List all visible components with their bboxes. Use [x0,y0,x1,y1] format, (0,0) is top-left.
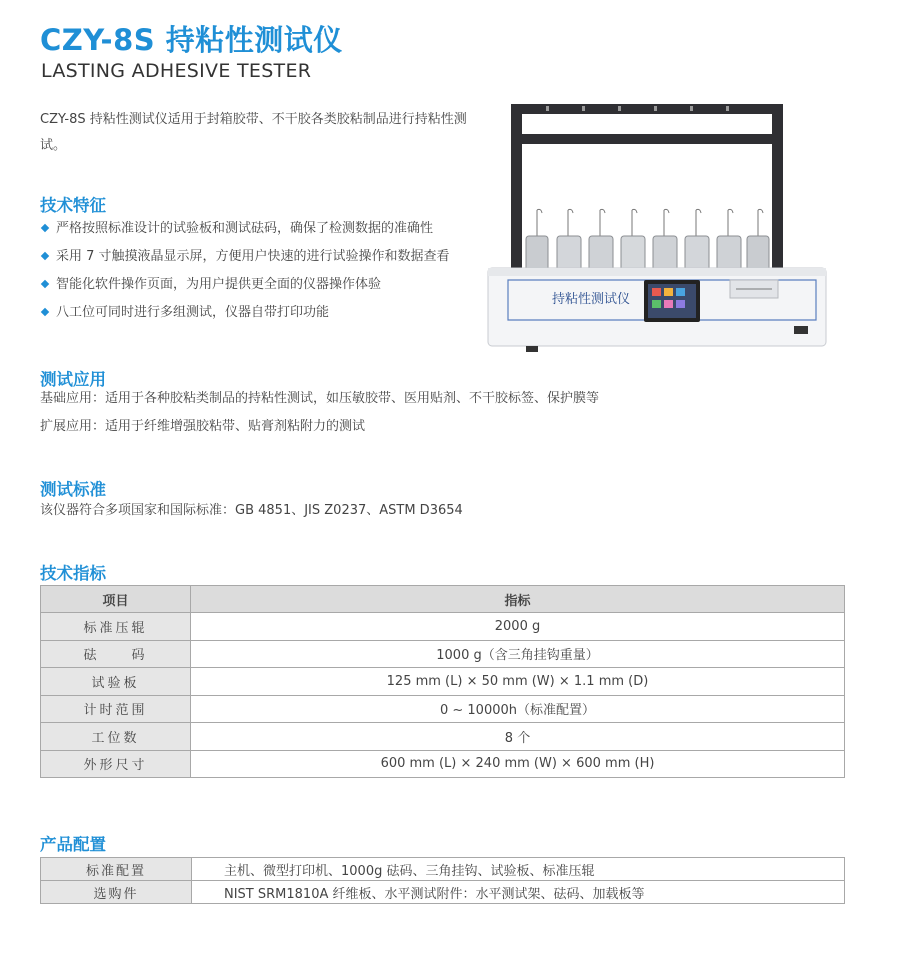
specs-table [40,585,845,778]
features-list [40,215,500,327]
table-row: 标准压辊 2000 g [41,613,845,641]
list-item: 采用 7 寸触摸液晶显示屏，方便用户快速的进行试验操作和数据查看 [40,243,500,271]
extended-application: 扩展应用：适用于纤维增强胶粘带、贴膏剂粘附力的测试 [40,419,366,434]
standards-text: 该仪器符合多项国家和国际标准：GB 4851、JIS Z0237、ASTM D3654 [40,503,463,518]
basic-application: 基础应用：适用于各种胶粘类制品的持粘性测试，如压敏胶带、医用贴剂、不干胶标签、保护膜等 [40,391,600,406]
applications-heading: 测试应用 [40,370,106,389]
specs-heading: 技术指标 [40,564,106,583]
list-item: 严格按照标准设计的试验板和测试砝码，确保了检测数据的准确性 [40,215,500,243]
table-row: 外形尺寸 600 mm (L) × 240 mm (W) × 600 mm (H) [41,750,845,778]
column-header-item: 项目 [41,586,191,613]
panel-label: 持粘性测试仪 [552,292,631,307]
page-title: CZY-8S 持粘性测试仪 [40,23,343,57]
standards-heading: 测试标准 [40,480,106,499]
column-header-value: 指标 [191,586,845,613]
table-row: 选购件 NIST SRM1810A 纤维板、水平测试附件：水平测试架、砝码、加载板等 [41,881,845,904]
page-subtitle: LASTING ADHESIVE TESTER [41,60,312,82]
table-header-row [41,586,845,613]
table-row: 标准配置 主机、微型打印机、1000g 砝码、三角挂钩、试验板、标准压辊 [41,858,845,881]
config-table [40,857,845,904]
features-heading: 技术特征 [40,196,106,215]
table-row: 工位数 8 个 [41,723,845,751]
diamond-bullet-icon [41,279,49,287]
diamond-bullet-icon [41,251,49,259]
diamond-bullet-icon [41,307,49,315]
diamond-bullet-icon [41,223,49,231]
product-image [486,98,831,360]
list-item: 八工位可同时进行多组测试，仪器自带打印功能 [40,299,500,327]
table-row: 试验板 125 mm (L) × 50 mm (W) × 1.1 mm (D) [41,668,845,696]
table-row: 砝 码 1000 g（含三角挂钩重量） [41,640,845,668]
list-item: 智能化软件操作页面，为用户提供更全面的仪器操作体验 [40,271,500,299]
config-heading: 产品配置 [40,835,106,854]
table-row: 计时范围 0 ~ 10000h（标准配置） [41,695,845,723]
intro-text: CZY-8S 持粘性测试仪适用于封箱胶带、不干胶各类胶粘制品进行持粘性测试。 [40,112,467,153]
